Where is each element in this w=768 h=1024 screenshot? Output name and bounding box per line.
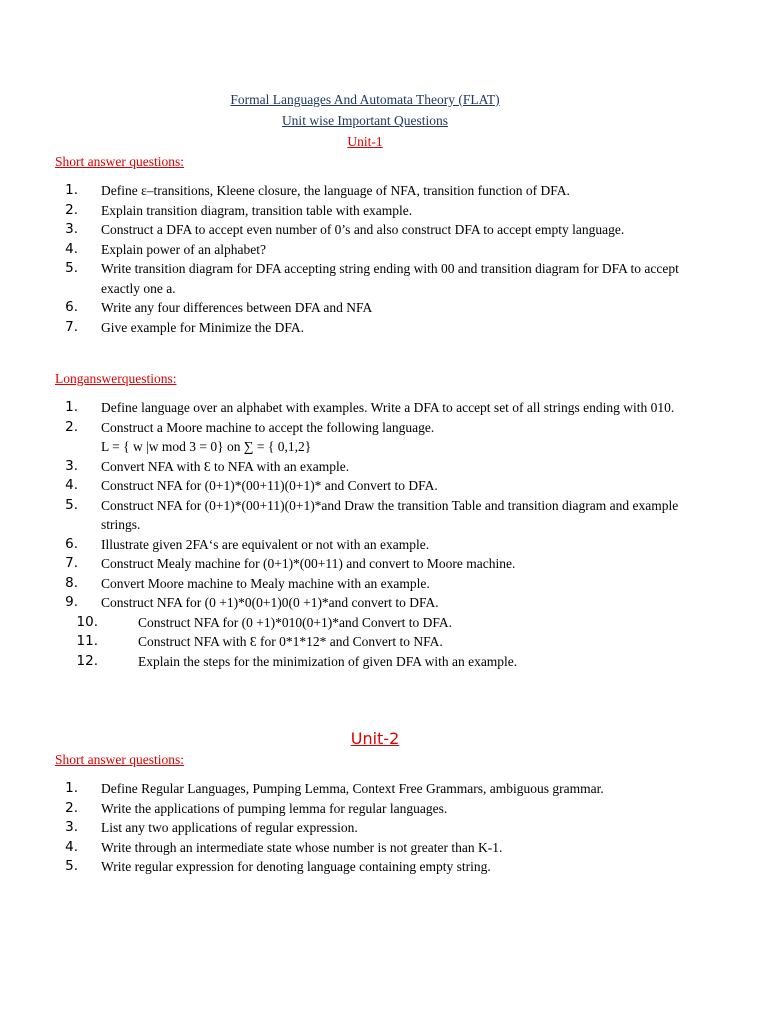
list-item: 3. Construct a DFA to accept even number of 0’s and also construct DFA to accept empty language. [65, 221, 625, 237]
unit1-long-list [55, 398, 718, 671]
list-item: 1. Define ε–transitions, Kleene closure, the language of NFA, transition function of DFA. [65, 182, 570, 198]
list-item: 3. List any two applications of regular expression. [65, 819, 358, 835]
unit2-short-list [55, 779, 681, 877]
list-item: 11. Construct NFA with Ɛ for 0*1*12* and Convert to NFA. [76, 633, 443, 649]
unit2-short-heading: Short answer questions: [55, 752, 184, 767]
unit1-short-list [55, 181, 681, 337]
document-title: Formal Languages And Automata Theory (FLAT) [230, 92, 500, 107]
unit-2-heading: Unit-2 [350, 729, 400, 748]
list-item: 2. Explain transition diagram, transition table with example. [65, 201, 413, 218]
list-item: 4. Write through an intermediate state whose number is not greater than K-1. [65, 838, 503, 855]
list-item: 1. Define language over an alphabet with examples. Write a DFA to accept set of all strings ending with 010. [65, 399, 675, 415]
list-item: 2. Write the applications of pumping lemma for regular languages. [65, 799, 448, 816]
document-subtitle: Unit wise Important Questions [281, 113, 449, 128]
list-item: 7. Construct Mealy machine for (0+1)*(00+11) and convert to Moore machine. [65, 555, 516, 571]
list-item: 2. Construct a Moore machine to accept the following language. L = { w |w mod 3 = 0} on ∑ = { 0,1,2} [65, 418, 435, 454]
list-item: 10. Construct NFA for (0 +1)*010(0+1)*and Convert to DFA. [76, 613, 452, 630]
list-item: 1. Define Regular Languages, Pumping Lemma, Context Free Grammars, ambiguous grammar. [65, 780, 604, 796]
list-item: 6. Illustrate given 2FA‘s are equivalent or not with an example. [65, 535, 430, 552]
list-item: 12. Explain the steps for the minimization of given DFA with an example. [76, 652, 518, 669]
list-item: 8. Convert Moore machine to Mealy machine with an example. [65, 574, 430, 591]
list-item: 9. Construct NFA for (0 +1)*0(0+1)0(0 +1)*and convert to DFA. [65, 594, 439, 610]
list-item: 4. Construct NFA for (0+1)*(00+11)(0+1)* and Convert to DFA. [65, 477, 438, 493]
list-item: 4. Explain power of an alphabet? [65, 240, 266, 257]
list-item: 5. Write transition diagram for DFA accepting string ending with 00 and transition diagram for DFA to accept exactly one a. [65, 260, 679, 296]
list-item: 5. Write regular expression for denoting language containing empty string. [65, 858, 491, 874]
unit1-short-heading: Short answer questions: [55, 154, 184, 169]
unit-1-heading: Unit-1 [347, 134, 383, 149]
list-item: 6. Write any four differences between DFA and NFA [65, 299, 373, 315]
unit1-long-heading: Longanswerquestions: [55, 371, 177, 386]
list-item: 7. Give example for Minimize the DFA. [65, 318, 304, 335]
list-item: 5. Construct NFA for (0+1)*(00+11)(0+1)*and Draw the transition Table and transition diagram and example strings. [65, 496, 679, 532]
list-item: 3. Convert NFA with Ɛ to NFA with an example. [65, 457, 350, 474]
